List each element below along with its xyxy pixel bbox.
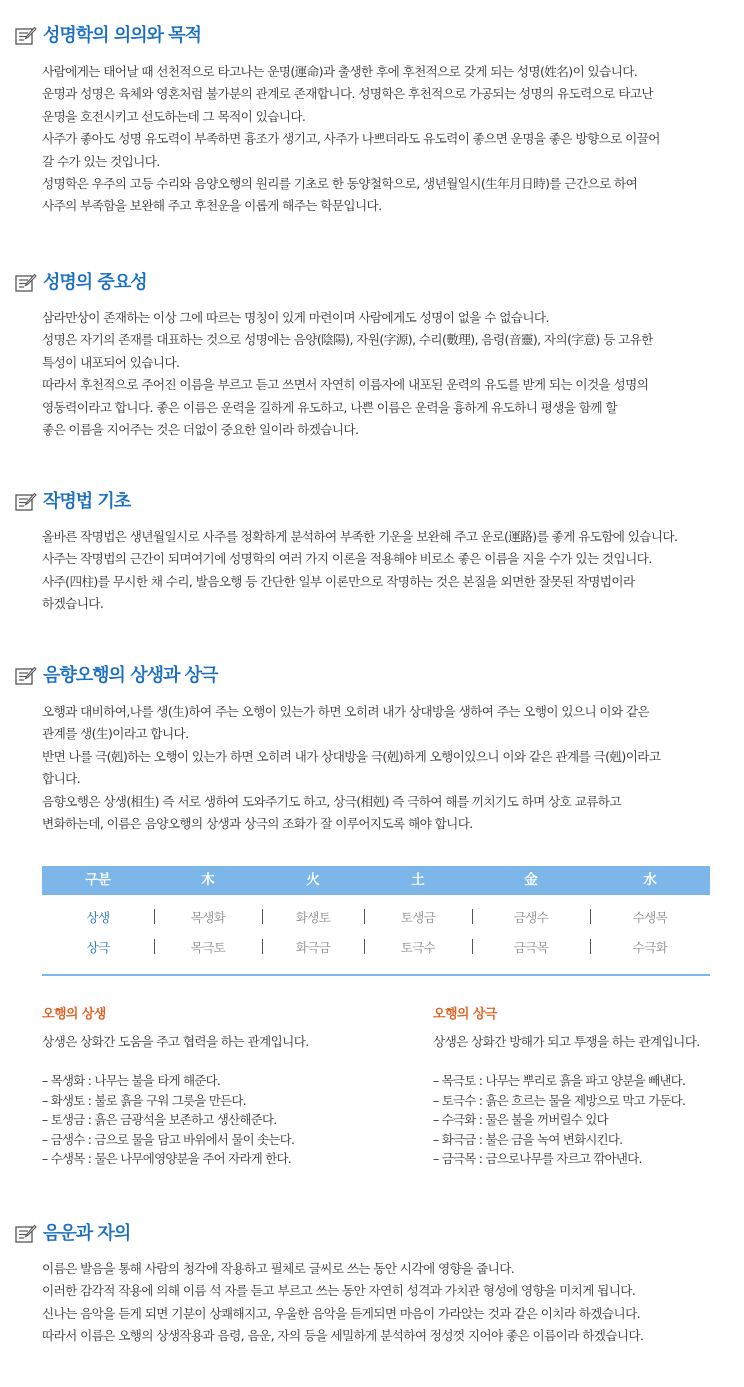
table-header-cell: 水 bbox=[643, 872, 657, 888]
body-line: 운명을 호전시키고 선도하는데 그 목적이 있습니다. bbox=[42, 108, 306, 124]
section-header bbox=[15, 489, 130, 515]
table-header-cell: 金 bbox=[524, 872, 538, 888]
sanggeuk-column bbox=[433, 1005, 733, 1169]
table-row bbox=[42, 932, 710, 962]
table-cell: 수극화 bbox=[590, 938, 710, 956]
table-cell: 목극토 bbox=[154, 938, 262, 956]
body-line: 사주는 작명법의 근간이 되며여기에 성명학의 여러 가지 이론을 적용해야 비로소 좋은 이름을 지을 수가 있는 것입니다. bbox=[42, 551, 652, 567]
body-line: 운명과 성명은 육체와 영혼처럼 불가분의 관계로 존재합니다. 성명학은 후천적으로 가공되는 성명의 유도력으로 타고난 bbox=[42, 86, 653, 102]
section-header bbox=[15, 663, 217, 689]
column-title: 오행의 상극 bbox=[433, 1007, 497, 1022]
table-cell: 화극금 bbox=[262, 938, 364, 956]
body-line: 갈 수가 있는 것입니다. bbox=[42, 153, 160, 169]
table-cell: 금생수 bbox=[472, 908, 590, 926]
table-cell: 화생토 bbox=[262, 908, 364, 926]
body-line: 하겠습니다. bbox=[42, 596, 104, 612]
section-body bbox=[42, 1258, 722, 1348]
body-line: 좋은 이름을 지어주는 것은 더없이 중요한 일이라 하겠습니다. bbox=[42, 422, 359, 438]
table-cell: 토생금 bbox=[364, 908, 472, 926]
body-line: 따라서 이름은 오행의 상생작용과 음령, 음운, 자의 등을 세밀하게 분석하여 정성껏 지어야 좋은 이름이라 하겠습니다. bbox=[42, 1328, 644, 1344]
section-header bbox=[15, 270, 147, 296]
list-item: – 금극목 : 금으로나무를 자르고 깎아낸다. bbox=[433, 1151, 642, 1167]
column-title: 오행의 상생 bbox=[42, 1007, 106, 1022]
list-item: – 금생수 : 금으로 물을 담고 바위에서 물이 솟는다. bbox=[42, 1131, 295, 1147]
table-header-cell: 구분 bbox=[84, 872, 112, 888]
table-header-cell: 火 bbox=[306, 872, 320, 888]
table-header bbox=[42, 866, 710, 895]
body-line: 영동력이라고 합니다. 좋은 이름은 운력을 길하게 유도하고, 나쁜 이름은 운력을 흉하게 유도하니 평생을 함께 할 bbox=[42, 399, 617, 415]
section-header bbox=[15, 1221, 130, 1247]
body-line: 관계를 생(生)이라고 합니다. bbox=[42, 726, 189, 742]
section-title: 작명법 기초 bbox=[43, 491, 131, 512]
list-item: – 목극토 : 나무는 뿌리로 흙을 파고 양분을 빼낸다. bbox=[433, 1073, 686, 1088]
table-cell: 수생목 bbox=[590, 908, 710, 926]
list-item: – 수극화 : 물은 불을 꺼버릴수 있다 bbox=[433, 1112, 608, 1128]
column-desc: 상생은 상화간 방해가 되고 투쟁을 하는 관계입니다. bbox=[433, 1034, 700, 1049]
body-line: 변화하는데, 이름은 음양오행의 상생과 상극의 조화가 잘 이루어지도록 해야 합니다. bbox=[42, 816, 473, 832]
list-item: – 수생목 : 물은 나무에영양분을 주어 자라게 한다. bbox=[42, 1151, 291, 1167]
body-line: 반면 나를 극(剋)하는 오행이 있는가 하면 오히려 내가 상대방을 극(剋)하게 오행이있으니 이와 같은 관계를 극(剋)이라고 bbox=[42, 748, 661, 764]
section-title: 음운과 자의 bbox=[43, 1223, 131, 1244]
memo-icon bbox=[15, 1224, 37, 1244]
body-line: 이러한 감각적 작용에 의해 이름 석 자를 듣고 부르고 쓰는 동안 자연히 성격과 가치관 형성에 영향을 미치게 됩니다. bbox=[42, 1283, 636, 1299]
body-line: 사주가 좋아도 성명 유도력이 부족하면 흉조가 생기고, 사주가 나쁘더라도 유도력이 좋으면 운명을 좋은 방향으로 이끌어 bbox=[42, 131, 660, 147]
table-bottom-rule bbox=[42, 974, 710, 976]
list-item: – 토생금 : 흙은 금광석을 보존하고 생산해준다. bbox=[42, 1112, 277, 1128]
section-header bbox=[15, 23, 201, 49]
column-list bbox=[42, 1071, 342, 1169]
body-line: 신나는 음악을 듣게 되면 기분이 상쾌해지고, 우울한 음악을 듣게되면 마음이 가라앉는 것과 같은 이치라 하겠습니다. bbox=[42, 1305, 641, 1321]
table-cell: 금극목 bbox=[472, 938, 590, 956]
table-header-cell: 木 bbox=[201, 872, 215, 888]
five-elements-table bbox=[42, 866, 710, 976]
body-line: 올바른 작명법은 생년월일시로 사주를 정확하게 분석하여 부족한 기운을 보완해 주고 운로(運路)를 좋게 유도함에 있습니다. bbox=[42, 529, 678, 544]
body-line: 사주(四柱)를 무시한 채 수리, 발음오행 등 간단한 일부 이론만으로 작명하는 것은 본질을 외면한 잘못된 작명법이라 bbox=[42, 573, 635, 589]
memo-icon bbox=[15, 273, 37, 293]
body-line: 이름은 발음을 통해 사람의 청각에 작용하고 필체로 글씨로 쓰는 동안 시각에 영향을 줍니다. bbox=[42, 1261, 515, 1276]
body-line: 특성이 내포되어 있습니다. bbox=[42, 354, 180, 370]
table-cell: 토극수 bbox=[364, 938, 472, 956]
list-item: – 토극수 : 흙은 흐르는 물을 제방으로 막고 가둔다. bbox=[433, 1092, 686, 1108]
body-line: 사람에게는 태어날 때 선천적으로 타고나는 운명(運命)과 출생한 후에 후천적으로 갖게 되는 성명(姓名)이 있습니다. bbox=[42, 64, 638, 79]
memo-icon bbox=[15, 492, 37, 512]
column-list bbox=[433, 1071, 733, 1169]
body-line: 성명학은 우주의 고등 수리와 음양오행의 원리를 기초로 한 동양철학으로, 생년월일시(生年月日時)를 근간으로 하여 bbox=[42, 176, 638, 192]
memo-icon bbox=[15, 26, 37, 46]
body-line: 성명은 자기의 존재를 대표하는 것으로 성명에는 음양(陰陽), 자원(字源), 수리(數理), 음령(音靈), 자의(字意) 등 고유한 bbox=[42, 332, 653, 348]
list-item: – 목생화 : 나무는 불을 타게 해준다. bbox=[42, 1073, 221, 1088]
section-body bbox=[42, 701, 722, 835]
memo-icon bbox=[15, 666, 37, 686]
body-line: 삼라만상이 존재하는 이상 그에 따르는 명칭이 있게 마련이며 사람에게도 성명이 없을 수 없습니다. bbox=[42, 310, 549, 325]
body-line: 사주의 부족함을 보완해 주고 후천운을 이롭게 해주는 학문입니다. bbox=[42, 198, 382, 214]
body-line: 합니다. bbox=[42, 771, 81, 787]
section-title: 음향오행의 상생과 상극 bbox=[43, 665, 218, 686]
body-line: 따라서 후천적으로 주어진 이름을 부르고 듣고 쓰면서 자연히 이름자에 내포된 운력의 유도를 받게 되는 이것을 성명의 bbox=[42, 377, 649, 393]
section-title: 성명의 중요성 bbox=[43, 272, 147, 293]
section-body bbox=[42, 526, 722, 616]
section-body bbox=[42, 61, 722, 218]
column-desc: 상생은 상화간 도움을 주고 협력을 하는 관계입니다. bbox=[42, 1034, 309, 1049]
body-line: 음향오행은 상생(相生) 즉 서로 생하여 도와주기도 하고, 상극(相剋) 즉 극하여 해를 끼치기도 하며 상호 교류하고 bbox=[42, 793, 621, 809]
table-cell: 목생화 bbox=[154, 908, 262, 926]
sangsaeng-column bbox=[42, 1005, 342, 1169]
section-body bbox=[42, 307, 722, 441]
row-label: 상생 bbox=[86, 910, 110, 925]
table-header-cell: 土 bbox=[411, 872, 425, 888]
list-item: – 화극금 : 불은 금을 녹여 변화시킨다. bbox=[433, 1131, 623, 1147]
body-line: 오행과 대비하여,나를 생(生)하여 주는 오행이 있는가 하면 오히려 내가 상대방을 생하여 주는 오행이 있으니 이와 같은 bbox=[42, 704, 650, 719]
row-label: 상극 bbox=[86, 940, 110, 955]
list-item: – 화생토 : 불로 흙을 구워 그릇을 만든다. bbox=[42, 1092, 246, 1108]
table-row bbox=[42, 902, 710, 932]
section-title: 성명학의 의의와 목적 bbox=[43, 25, 202, 46]
